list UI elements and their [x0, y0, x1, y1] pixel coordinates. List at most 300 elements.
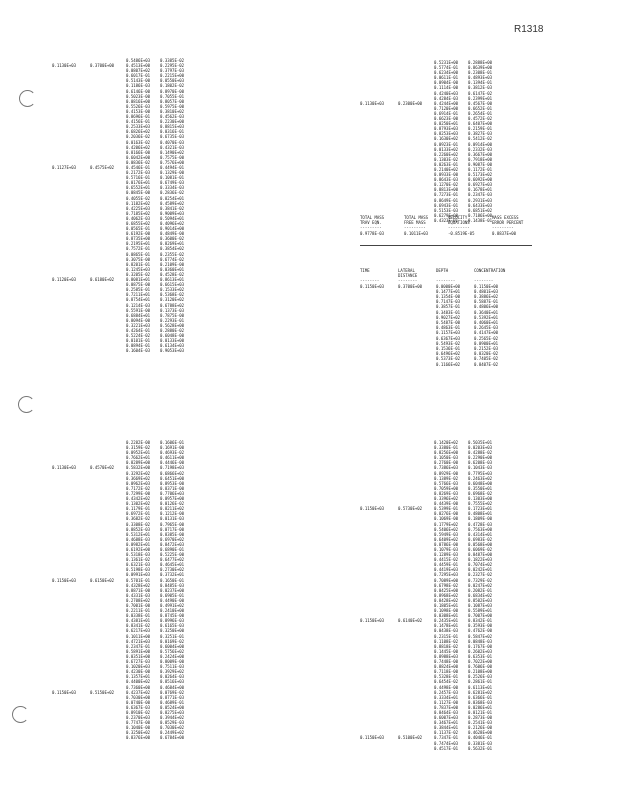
cell: [52, 348, 90, 353]
cell: 0.2211E-01: [126, 608, 151, 614]
cell: 0.1166E+02: [436, 361, 461, 367]
cell: MASS EXCESS: [492, 215, 519, 220]
cell: 0.1650E-01: [160, 577, 185, 583]
cell: 0.2654E-01: [468, 110, 493, 116]
cell: 0.4419E+03: [434, 567, 459, 573]
cell: 0.5143E-00: [126, 78, 151, 84]
cell: 0.5368E-02: [160, 292, 185, 298]
cell: 0.2435E+01: [434, 618, 459, 624]
cell: 0.5373E-02: [436, 356, 461, 362]
cell: 0.2282E-00: [126, 440, 151, 445]
cell: 0.8487E+00: [468, 552, 493, 558]
cell: 0.5526E-03: [126, 103, 151, 109]
cell: --------: [398, 278, 418, 284]
cell: 0.1723E+01: [468, 506, 493, 512]
cell: --------: [436, 278, 456, 284]
cell: 0.1137E-02: [434, 730, 459, 736]
cell: 0.3700E+00: [398, 283, 423, 289]
cell: 0.3250E+00: [160, 628, 185, 634]
cell: 0.0550E+03: [160, 78, 185, 84]
cell: 0.6914E-01: [434, 110, 459, 116]
cell: 0.8269E-03: [434, 490, 459, 496]
cell: 0.2126E-00: [468, 725, 493, 731]
cell: 0.8815E+03: [160, 124, 185, 130]
cell: 0.6353E-01: [468, 653, 493, 659]
cell: 0.3251E-01: [160, 633, 185, 639]
cell: 0.4490E-00: [160, 597, 185, 603]
cell: 0.5392E+01: [474, 314, 499, 320]
cell: 0.7965E-00: [160, 521, 185, 527]
cell: 0.1354E-00: [436, 294, 461, 300]
cell: 0.4693E-02: [160, 450, 185, 456]
cell: 0.3292E+02: [126, 470, 151, 476]
cell: 0.5766E-03: [434, 480, 459, 486]
concentration-table: [360, 268, 512, 367]
cell: 0.0611E-01: [434, 75, 459, 81]
cell: [52, 735, 90, 740]
cell: 0.7386E+03: [434, 465, 459, 471]
cell: 0.1805E+01: [434, 603, 459, 608]
cell: 0.3308E-02: [126, 521, 151, 527]
cell: 0.2295E-02: [160, 63, 185, 69]
cell: 0.0203E+03: [468, 445, 493, 451]
cell: 0.1130E+03: [52, 63, 77, 69]
cell: 0.8385E-00: [160, 531, 185, 537]
cell: 0.2880E-02: [160, 327, 185, 333]
cell: 0.2172E-03: [126, 170, 151, 176]
cell: 0.6192E-00: [126, 231, 151, 237]
cell: 0.0360E+01: [160, 266, 185, 272]
cell: 0.4400E+02: [126, 679, 151, 685]
cell: DEPTH: [436, 268, 449, 273]
cell: 0.0133E+02: [434, 146, 459, 152]
cell: DISTANCE: [398, 273, 418, 279]
cell: 0.6798E-02: [434, 582, 459, 588]
cell: FREE MASS: [404, 220, 426, 226]
cell: 0.4570E+02: [90, 465, 115, 471]
cell: 0.0962E+03: [126, 480, 151, 486]
cell: 0.1150E+03: [360, 735, 385, 741]
cell: 0.7706E+03: [160, 490, 185, 496]
cell: 0.6784E+00: [160, 735, 185, 741]
cell: 0.8996E-03: [160, 618, 185, 624]
cell: 0.1130E+03: [360, 100, 385, 106]
cell: 0.3944E+02: [160, 715, 185, 721]
cell: 0.4046E-01: [468, 735, 493, 741]
cell: 0.7575E-00: [160, 154, 185, 160]
cell: 0.0786E-00: [434, 541, 459, 547]
cell: 0.8953E-00: [160, 480, 185, 486]
cell: 0.5774E-01: [434, 65, 459, 71]
cell: 0.8269E+01: [160, 241, 185, 247]
cell: 0.7662E+01: [126, 455, 151, 461]
cell: 0.8813E+00: [434, 187, 459, 193]
cell: 0.2152E-03: [474, 346, 499, 352]
cell: 0.7360E+00: [126, 684, 151, 690]
cell: 0.0807E+02: [126, 68, 151, 74]
cell: 0.8342E-01: [468, 618, 493, 624]
cell: 0.8643E-03: [434, 177, 459, 183]
cell: 0.2195E+01: [126, 241, 151, 247]
cell: 0.0524E+00: [160, 704, 185, 710]
cell: 0.3075E-00: [126, 256, 151, 262]
cell: 0.6652E-01: [468, 105, 493, 111]
cell: 0.4230E-00: [126, 669, 151, 675]
cell: 0.5312E+01: [126, 531, 151, 537]
cell: 0.2290E+00: [468, 455, 493, 461]
cell: 0.0848E-03: [468, 638, 493, 644]
cell: 0.0816E+00: [126, 98, 151, 104]
cell: 0.4801E+03: [474, 288, 499, 294]
cell: 0.1043E-03: [468, 465, 493, 471]
cell: ERROR PERCENT: [492, 220, 524, 226]
cell: 0.4237E+02: [126, 689, 151, 695]
cell: 0.0000E+00: [436, 283, 461, 289]
cell: 0.7030E+02: [160, 725, 185, 731]
cell: 0.7875E-00: [160, 312, 185, 318]
cell: 0.8852E-03: [126, 526, 151, 532]
cell: 0.7572E-01: [126, 246, 151, 252]
cell: 0.8472E+03: [160, 541, 185, 547]
cell: 0.8970E-00: [160, 88, 185, 94]
cell: 0.8613E+01: [160, 277, 185, 283]
cell: 0.1150E+00: [474, 283, 499, 289]
cell: 0.3682E-02: [126, 516, 151, 522]
cell: 0.7511E-03: [160, 664, 185, 670]
cell: 0.2370E+03: [126, 715, 151, 721]
cell: 0.8371E-00: [160, 485, 185, 491]
cell: [398, 746, 434, 751]
cell: ---------: [448, 225, 470, 231]
cell: 0.6496E+02: [436, 351, 461, 357]
cell: 0.7059E+00: [434, 485, 459, 491]
cell: 0.6454E-02: [434, 679, 459, 685]
cell: 0.4323E-01: [434, 217, 459, 223]
cell: 0.2861E-01: [468, 679, 493, 685]
cell: 0.6826E+02: [126, 129, 151, 135]
cell: 0.6451E+00: [160, 475, 185, 481]
cell: 0.4070E-03: [160, 139, 185, 145]
cell: 0.7606E-00: [468, 664, 493, 670]
cell: 0.1357E+01: [126, 674, 151, 680]
cell: 0.6321E-03: [126, 562, 151, 568]
cell: 0.1120E+03: [52, 277, 77, 283]
cell: 0.1127E-00: [434, 699, 459, 705]
cell: 0.0769E-02: [160, 689, 185, 695]
cell: 0.5949E-03: [434, 531, 459, 537]
cell: 0.6552E+01: [126, 185, 151, 191]
cell: 0.4863E-01: [436, 325, 461, 331]
cell: 0.6970E+02: [160, 536, 185, 542]
cell: 0.2836E-02: [160, 190, 185, 196]
cell: 0.6208E-03: [468, 460, 493, 466]
cell: 0.3827E-03: [468, 131, 493, 137]
cell: 0.1329E-00: [160, 170, 185, 176]
printout-block-upper-left: [52, 58, 194, 353]
cell: 0.8639E+00: [468, 65, 493, 71]
cell: 0.7118E-00: [434, 669, 459, 675]
cell: 0.0351E+00: [126, 653, 151, 659]
cell: 0.1490E+02: [160, 149, 185, 155]
cell: 0.4314E+01: [468, 531, 493, 537]
cell: 0.2308E-01: [468, 70, 493, 76]
cell: 0.6180E+02: [90, 277, 115, 283]
cell: 0.4728E-03: [468, 521, 493, 527]
cell: 0.8407E-02: [474, 361, 499, 367]
cell: 0.2315E-01: [434, 633, 459, 639]
cell: 0.5023E-00: [126, 93, 151, 99]
cell: 0.2108E+00: [468, 669, 493, 675]
cell: 0.0900E+01: [474, 340, 499, 346]
cell: 0.4415E-02: [434, 557, 459, 563]
cell: [90, 348, 126, 353]
cell: 0.6113E+01: [468, 684, 493, 690]
cell: 0.0865E-01: [126, 251, 151, 257]
cell: 0.0904E-00: [434, 80, 459, 86]
cell: 0.6366E-01: [468, 694, 493, 700]
cell: 0.8057E-00: [160, 98, 185, 104]
cell: 0.7030E+00: [126, 694, 151, 700]
cell: 0.6968E-02: [468, 490, 493, 496]
cell: 0.8745E-00: [160, 613, 185, 619]
cell: 0.4206E+02: [126, 144, 151, 150]
cell: 0.2082E-01: [468, 587, 493, 593]
cell: 0.6788E+02: [160, 302, 185, 308]
cell: 0.5632E-01: [468, 745, 493, 751]
cell: 0.6048E+00: [468, 480, 493, 486]
cell: 0.0247E+02: [468, 582, 493, 588]
cell: 0.5887E-01: [474, 299, 499, 305]
cell: 0.3844E+01: [434, 725, 459, 731]
cell: 0.0425E+00: [434, 587, 459, 593]
cell: 0.7273E-01: [434, 192, 459, 198]
cell: 0.6279E+00: [434, 212, 459, 218]
cell: 0.1114E-00: [434, 85, 459, 91]
cell: 0.6409E+02: [434, 536, 459, 542]
cell: 0.0717E-00: [160, 526, 185, 532]
cell: 0.6927E+03: [468, 182, 493, 188]
cell: --------: [360, 278, 380, 284]
table-row: [52, 348, 194, 353]
cell: --------: [474, 278, 494, 284]
cell: 0.5891E+00: [126, 648, 151, 654]
table-row: [52, 735, 194, 740]
cell: 0.1079E-03: [434, 546, 459, 552]
cell: 0.0276E-00: [434, 511, 459, 517]
cell: 0.4528E-02: [160, 271, 185, 277]
cell: 0.5701E-01: [126, 577, 151, 583]
cell: LATERAL: [398, 268, 415, 273]
cell: 0.5225E-00: [160, 552, 185, 558]
cell: 0.2931E+03: [468, 197, 493, 203]
cell: 0.7555E+02: [468, 501, 493, 507]
cell: 0.3120E+02: [160, 297, 185, 303]
cell: 0.4808E+01: [468, 511, 493, 517]
cell: 0.7918E+00: [468, 156, 493, 162]
cell: 0.1172E-01: [468, 166, 493, 172]
cell: 0.7074E+02: [468, 562, 493, 568]
cell: 0.2332E-03: [468, 146, 493, 152]
cell: 0.6866E+02: [160, 470, 185, 476]
cell: 0.1011E+03: [404, 230, 429, 236]
cell: 0.0121E-01: [468, 709, 493, 715]
cell: 0.8529E-03: [160, 720, 185, 726]
cell: 0.6281E+02: [468, 689, 493, 695]
cell: 0.5150E+02: [90, 689, 115, 695]
cell: 0.0923E-01: [434, 141, 459, 147]
cell: 0.4498E-00: [434, 684, 459, 690]
cell: 0.7405E-02: [474, 356, 499, 362]
cell: 0.2645E-03: [474, 325, 499, 331]
cell: 0.3205E-02: [126, 271, 151, 277]
cell: 0.9027E+02: [436, 314, 461, 320]
cell: 0.1098E-00: [434, 608, 459, 614]
cell: 0.4546E-01: [126, 164, 151, 170]
cell: 0.8837E+00: [492, 230, 517, 236]
cell: 0.3841E-02: [160, 205, 185, 211]
cell: 0.6834E+02: [468, 592, 493, 598]
cell: 0.4062E-03: [126, 215, 151, 221]
cell: 0.5847E+02: [468, 633, 493, 639]
cell: 0.2585E-01: [126, 287, 151, 293]
cell: 0.9087E-00: [468, 161, 493, 167]
cell: 0.5198E-03: [126, 567, 151, 573]
cell: 0.1011E+00: [126, 633, 151, 639]
cell: 0.7795E+03: [468, 470, 493, 476]
cell: 0.6433E+03: [468, 202, 493, 208]
cell: 0.6735E-03: [160, 134, 185, 140]
cell: 0.5412E-02: [468, 136, 493, 142]
cell: 0.9778E-03: [360, 230, 385, 236]
cell: 0.7211E+01: [126, 292, 151, 298]
cell: 0.7185E+02: [126, 210, 151, 216]
cell: 0.6407E+00: [468, 121, 493, 127]
cell: 0.8211E+02: [160, 506, 185, 512]
cell: 0.6217E+03: [126, 628, 151, 634]
cell: 0.7055E-01: [160, 93, 185, 99]
cell: 0.7299E-00: [126, 490, 151, 496]
cell: 0.1606E-01: [160, 440, 185, 445]
cell: 0.5328E-01: [434, 674, 459, 680]
cell: 0.8428E+02: [434, 597, 459, 603]
cell: 0.4991E+02: [160, 603, 185, 608]
cell: 0.1361E-02: [126, 557, 151, 563]
cell: 0.4893E+03: [468, 75, 493, 81]
cell: 0.7448E-00: [434, 659, 459, 665]
cell: 0.4684E+00: [160, 684, 185, 690]
cell: 0.0176E+01: [126, 180, 151, 186]
printout-block-lower-left: [52, 440, 194, 741]
cell: [398, 362, 436, 367]
cell: 0.4446E-00: [160, 460, 185, 466]
cell: -0.8519E-05: [448, 230, 475, 236]
cell: 0.1289E-03: [434, 552, 459, 558]
cell: 0.2347E-01: [126, 643, 151, 649]
cell: 0.0316E-01: [160, 129, 185, 135]
cell: [90, 735, 126, 740]
cell: 0.3600E-02: [160, 236, 185, 242]
cell: 0.5487E-00: [436, 320, 461, 326]
cell: 0.8735E+00: [126, 236, 151, 242]
cell: 0.4284E-03: [434, 95, 459, 101]
cell: 0.1303E+00: [468, 496, 493, 502]
cell: 0.8253E+03: [434, 131, 459, 137]
cell: 0.7001E-00: [126, 603, 151, 608]
cell: 0.4156E-01: [126, 119, 151, 125]
cell: 0.5318E-03: [126, 552, 151, 558]
cell: 0.7007E+00: [468, 613, 493, 619]
cell: 0.7329E-02: [468, 577, 493, 583]
cell: 0.8696E-01: [126, 114, 151, 120]
cell: 0.8968E+02: [434, 592, 459, 598]
cell: 0.0250E+01: [434, 121, 459, 127]
cell: 0.8009E-00: [160, 659, 185, 665]
cell: 0.8376E+00: [126, 735, 151, 741]
cell: 0.1533E+02: [160, 287, 185, 293]
cell: 0.1302E+02: [126, 501, 151, 507]
cell: 0.5486E+03: [126, 58, 151, 63]
cell: 0.8081E+01: [126, 277, 151, 283]
cell: 0.0368E-03: [468, 699, 493, 705]
cell: 0.3550E+01: [468, 485, 493, 491]
binder-hole: [18, 396, 35, 413]
cell: 0.6749E-03: [160, 180, 185, 186]
cell: 0.6855E+02: [126, 221, 151, 226]
cell: 0.4567E-00: [468, 100, 493, 106]
cell: 0.2293E-01: [160, 317, 185, 323]
cell: 0.0952E+01: [126, 450, 151, 456]
cell: 0.8275E+03: [160, 709, 185, 715]
cell: 0.4562E-03: [160, 114, 185, 120]
cell: 0.1040E-00: [126, 725, 151, 731]
cell: 0.2526E-03: [468, 674, 493, 680]
cell: 0.9009E+03: [160, 210, 185, 216]
cell: 0.2215E+00: [160, 73, 185, 79]
page-id: R1318: [514, 24, 544, 35]
cell: 0.0308E+01: [434, 613, 459, 619]
binder-hole: [12, 706, 29, 723]
cell: 0.2399E+01: [468, 95, 493, 101]
cell: 0.2888E+00: [468, 60, 493, 65]
cell: 0.0982E+01: [126, 541, 151, 547]
cell: 0.3929E+02: [160, 669, 185, 675]
cell: 0.0957E+00: [160, 496, 185, 502]
cell: 0.1767E-00: [468, 643, 493, 649]
cell: 0.6851E+02: [468, 207, 493, 213]
cell: 0.4572E-02: [468, 116, 493, 122]
cell: 0.6774E-02: [160, 256, 185, 262]
cell: 0.4153E-00: [126, 108, 151, 114]
cell: 0.4611E+00: [160, 455, 185, 461]
cell: 0.1020E+03: [126, 664, 151, 670]
cell: 0.8824E+00: [434, 664, 459, 670]
cell: 0.7089E+00: [434, 577, 459, 583]
cell: [360, 746, 398, 751]
cell: 0.5975E-00: [160, 103, 185, 109]
cell: 0.1394E-01: [468, 80, 493, 86]
cell: 0.7563E+00: [468, 526, 493, 532]
cell: 0.7186E+00: [468, 212, 493, 218]
cell: 0.7198E+03: [160, 465, 185, 471]
cell: 0.6165E-03: [160, 623, 185, 629]
cell: 0.3381E-03: [468, 740, 493, 746]
cell: 0.0568E+00: [468, 541, 493, 547]
cell: 0.7120E+00: [434, 105, 459, 111]
cell: 0.5591E-00: [126, 307, 151, 313]
cell: 0.9053E+03: [160, 348, 185, 354]
cell: 0.5628E+00: [160, 322, 185, 328]
cell: 0.8910E-02: [126, 709, 151, 715]
